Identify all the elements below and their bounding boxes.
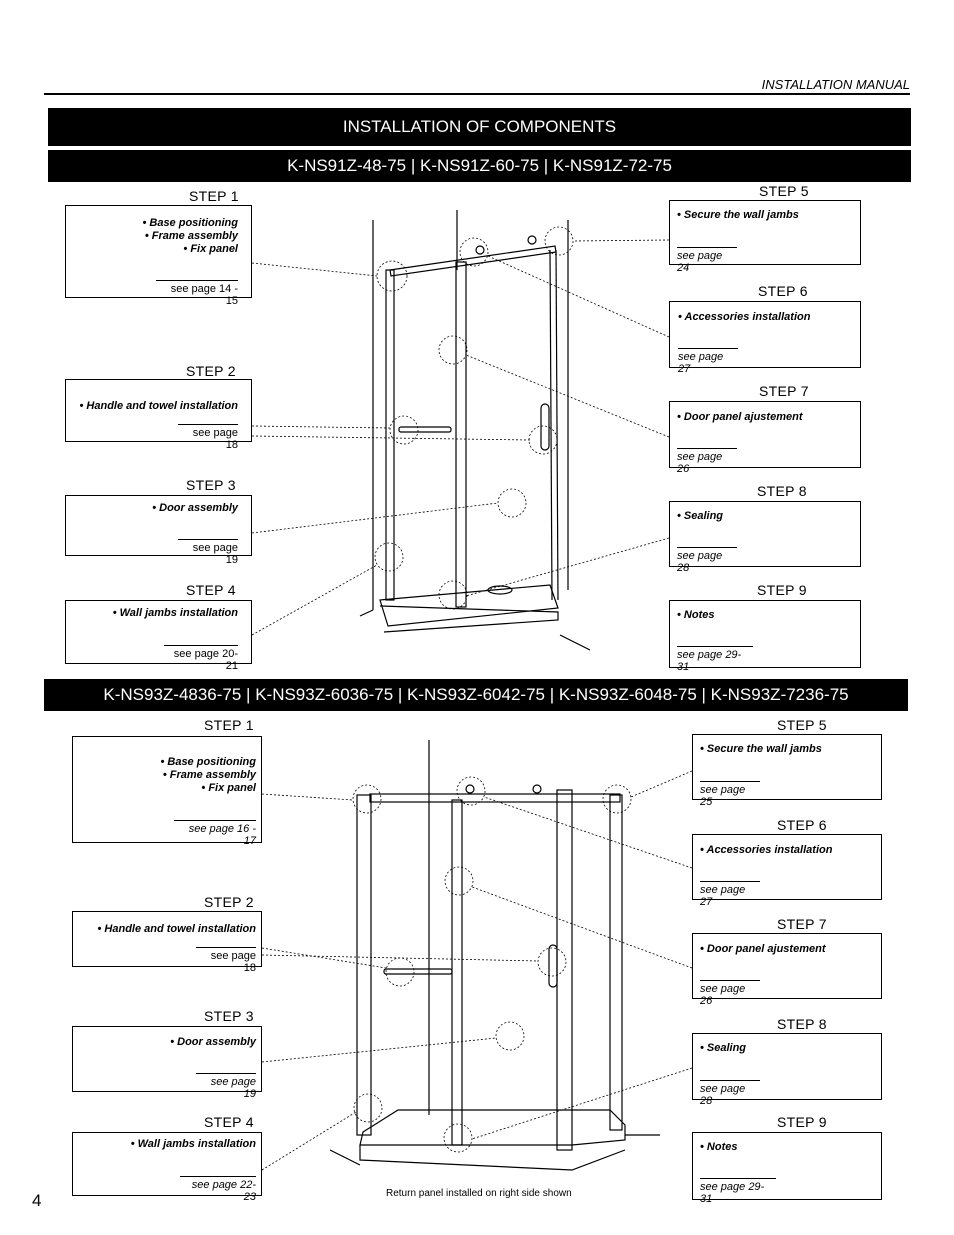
s2-step7-item1: • Door panel ajustement — [700, 943, 826, 955]
s1-step8-ref: see page 28 — [677, 547, 737, 574]
s2-step2-ref: see page 18 — [196, 947, 256, 974]
s1-step7-ref: see page 26 — [677, 448, 737, 475]
s1-step1-item3: • Fix panel — [183, 243, 238, 255]
s1-step5-ref: see page 24 — [677, 247, 737, 274]
s2-step4-item1: • Wall jambs installation — [130, 1138, 256, 1150]
s1-step7-title: STEP 7 — [759, 383, 809, 399]
s1-step1-title: STEP 1 — [189, 188, 239, 204]
section2-models: K-NS93Z-4836-75 | K-NS93Z-6036-75 | K-NS93Z-6042-75 | K-NS93Z-6048-75 | K-NS93Z-7236-75 — [103, 685, 849, 704]
diagram-caption: Return panel installed on right side shown — [386, 1188, 572, 1199]
s2-step1-item1: • Base positioning — [160, 756, 256, 768]
s1-step3-title: STEP 3 — [186, 477, 236, 493]
s2-step1-item3: • Fix panel — [201, 782, 256, 794]
s1-step4-ref: see page 20-21 — [164, 645, 238, 672]
s2-step7-ref: see page 26 — [700, 980, 760, 1007]
s2-step8-ref: see page 28 — [700, 1080, 760, 1107]
s2-step1-ref: see page 16 - 17 — [174, 820, 256, 847]
s2-step8-title: STEP 8 — [777, 1016, 827, 1032]
s1-step1-ref: see page 14 - 15 — [156, 280, 238, 307]
s2-step3-ref: see page 19 — [196, 1073, 256, 1100]
s1-step5-title: STEP 5 — [759, 183, 809, 199]
s1-step9-ref: see page 29-31 — [677, 646, 753, 673]
section1-models: K-NS91Z-48-75 | K-NS91Z-60-75 | K-NS91Z-72-75 — [287, 156, 672, 175]
s1-step7-item1: • Door panel ajustement — [677, 411, 803, 423]
s1-step3-item1: • Door assembly — [152, 502, 238, 514]
s2-step1-title: STEP 1 — [204, 717, 254, 733]
page-number: 4 — [32, 1191, 42, 1210]
s1-step1-item2: • Frame assembly — [144, 230, 238, 242]
s2-step2-item1: • Handle and towel installation — [97, 923, 256, 935]
s1-step1-item1: • Base positioning — [142, 217, 238, 229]
s2-step6-title: STEP 6 — [777, 817, 827, 833]
s2-step5-item1: • Secure the wall jambs — [700, 743, 822, 755]
s2-step9-item1: • Notes — [700, 1141, 738, 1153]
s2-step3-title: STEP 3 — [204, 1008, 254, 1024]
s2-step7-title: STEP 7 — [777, 916, 827, 932]
diagram1-shower — [360, 210, 590, 650]
s1-step2-ref: see page 18 — [178, 424, 238, 451]
s2-step4-title: STEP 4 — [204, 1114, 254, 1130]
s1-step9-item1: • Notes — [677, 609, 715, 621]
s1-step3-ref: see page 19 — [178, 539, 238, 566]
s1-step4-title: STEP 4 — [186, 582, 236, 598]
s2-step6-item1: • Accessories installation — [700, 844, 833, 856]
s1-step8-item1: • Sealing — [677, 510, 724, 522]
s2-step9-ref: see page 29-31 — [700, 1178, 776, 1205]
s1-step6-title: STEP 6 — [758, 283, 808, 299]
s1-step6-ref: see page 27 — [678, 348, 738, 375]
diagram1-callouts — [252, 227, 669, 635]
s1-step2-title: STEP 2 — [186, 363, 236, 379]
s1-step5-item1: • Secure the wall jambs — [677, 209, 799, 221]
s1-step2-item1: • Handle and towel installation — [79, 400, 238, 412]
manual-label: INSTALLATION MANUAL — [761, 77, 910, 92]
s1-step9-title: STEP 9 — [757, 582, 807, 598]
s2-step9-title: STEP 9 — [777, 1114, 827, 1130]
s1-step8-title: STEP 8 — [757, 483, 807, 499]
s2-step1-item2: • Frame assembly — [162, 769, 256, 781]
s1-step4-item1: • Wall jambs installation — [112, 607, 238, 619]
s2-step6-ref: see page 27 — [700, 881, 760, 908]
section-title: INSTALLATION OF COMPONENTS — [342, 117, 617, 136]
s2-step2-title: STEP 2 — [204, 894, 254, 910]
s2-step3-item1: • Door assembly — [170, 1036, 256, 1048]
s2-step5-title: STEP 5 — [777, 717, 827, 733]
s2-step8-item1: • Sealing — [700, 1042, 747, 1054]
s2-step5-ref: see page 25 — [700, 781, 760, 808]
s2-step4-ref: see page 22-23 — [180, 1176, 256, 1203]
s1-step6-item1: • Accessories installation — [678, 311, 811, 323]
